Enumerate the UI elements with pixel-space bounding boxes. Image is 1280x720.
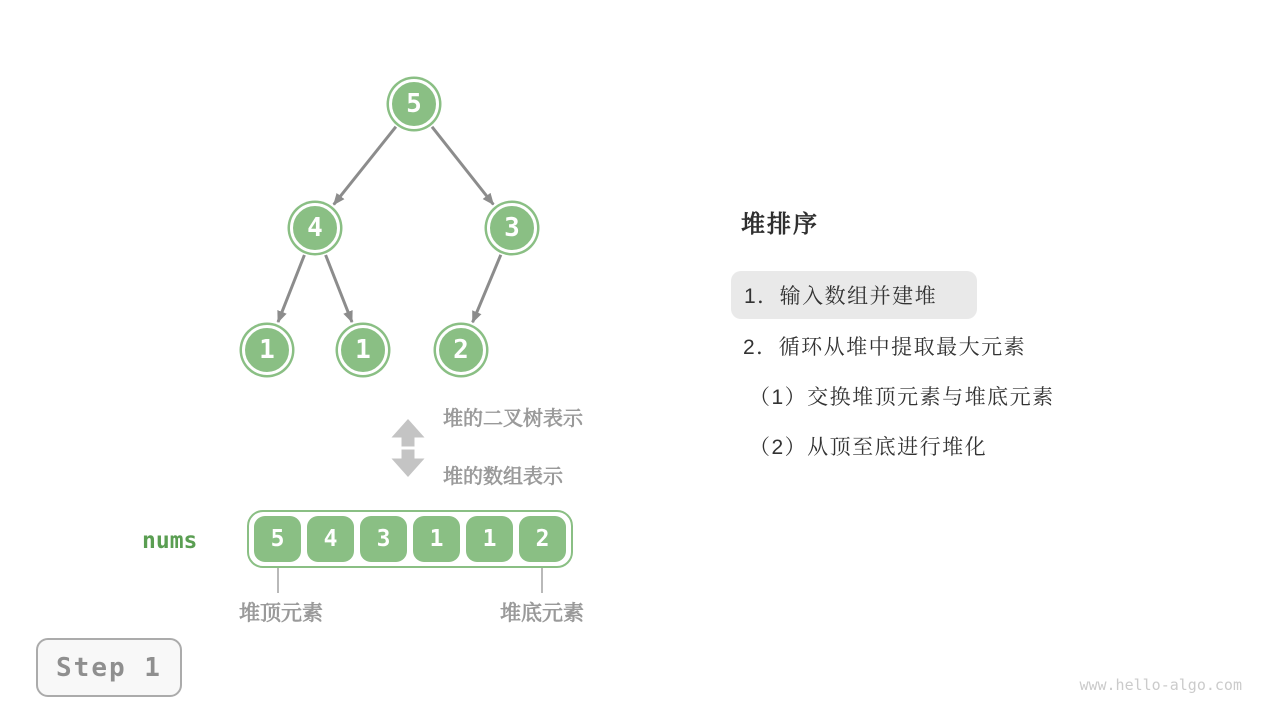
watermark-url: www.hello-algo.com bbox=[1079, 676, 1242, 694]
tree-node-right: 3 bbox=[487, 203, 537, 253]
panel-substep-2: （2）从顶至底进行堆化 bbox=[749, 436, 988, 459]
edge-4-to-1b bbox=[326, 255, 352, 322]
array-cell-4: 1 bbox=[466, 516, 513, 562]
edge-3-to-2 bbox=[473, 255, 501, 322]
panel-step-2: 2．循环从堆中提取最大元素 bbox=[743, 336, 1027, 359]
tree-node-leaf-3: 2 bbox=[436, 325, 486, 375]
array-pointer-lines bbox=[278, 568, 542, 593]
tree-node-left: 4 bbox=[290, 203, 340, 253]
heap-bottom-element-label: 堆底元素 bbox=[500, 602, 584, 625]
nums-array bbox=[247, 510, 573, 568]
panel-substep-1: （1）交换堆顶元素与堆底元素 bbox=[749, 386, 1055, 409]
tree-node-leaf-1: 1 bbox=[242, 325, 292, 375]
edge-4-to-1 bbox=[278, 255, 304, 322]
step-badge: Step 1 bbox=[36, 638, 182, 697]
nums-array-name-label: nums bbox=[142, 528, 198, 554]
panel-title-heap-sort: 堆排序 bbox=[741, 211, 819, 238]
array-cell-0: 5 bbox=[254, 516, 301, 562]
up-down-arrow-icon bbox=[392, 419, 425, 477]
panel-step-1-label: 1．输入数组并建堆 bbox=[744, 285, 938, 308]
heap-top-element-label: 堆顶元素 bbox=[239, 602, 323, 625]
array-cell-2: 3 bbox=[360, 516, 407, 562]
array-cell-3: 1 bbox=[413, 516, 460, 562]
array-cell-5: 2 bbox=[519, 516, 566, 562]
array-representation-label: 堆的数组表示 bbox=[443, 466, 563, 488]
panel-step-1-highlighted bbox=[731, 271, 977, 319]
array-cell-1: 4 bbox=[307, 516, 354, 562]
edge-5-to-4 bbox=[334, 127, 396, 205]
edge-5-to-3 bbox=[432, 127, 493, 205]
tree-node-root: 5 bbox=[389, 79, 439, 129]
tree-node-leaf-2: 1 bbox=[338, 325, 388, 375]
binary-tree-representation-label: 堆的二叉树表示 bbox=[443, 408, 583, 430]
